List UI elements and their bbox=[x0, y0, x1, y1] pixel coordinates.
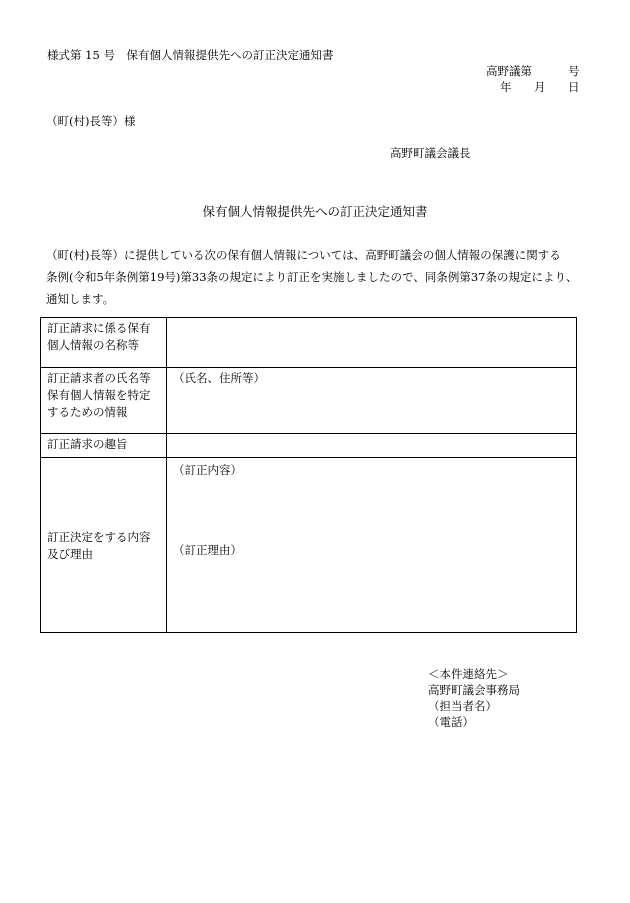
body-line-3: 通知します。 bbox=[46, 292, 115, 306]
contact-heading: ＜本件連絡先＞ bbox=[428, 667, 509, 681]
date-year: 年 bbox=[500, 80, 512, 94]
date-month: 月 bbox=[534, 80, 546, 94]
contact-office: 高野町議会事務局 bbox=[428, 683, 520, 697]
body-line-1: （町(村)長等）に提供している次の保有個人情報については、高野町議会の個人情報の保護に関する bbox=[46, 248, 561, 262]
document-number-prefix: 高野議第 bbox=[486, 64, 532, 78]
table-row bbox=[41, 318, 577, 368]
row-label-request-purpose: 訂正請求の趣旨 bbox=[41, 434, 167, 458]
addressee: （町(村)長等）様 bbox=[46, 114, 136, 128]
correction-content-label: （訂正内容） bbox=[173, 463, 242, 477]
body-line-2: 条例(令和5年条例第19号)第33条の規定により訂正を実施しましたので、同条例第37条の規定により、 bbox=[46, 270, 578, 284]
table-row bbox=[41, 458, 577, 633]
contact-person: （担当者名） bbox=[428, 699, 497, 713]
row-value-requester: （氏名、住所等） bbox=[167, 368, 577, 434]
row-value-request-purpose bbox=[167, 434, 577, 458]
correction-info-table bbox=[40, 317, 577, 633]
document-number bbox=[486, 64, 580, 78]
form-number: 様式第 15 号 保有個人情報提供先への訂正決定通知書 bbox=[47, 48, 334, 62]
body-text bbox=[46, 244, 591, 310]
row-label-decision: 訂正決定をする内容及び理由 bbox=[41, 458, 167, 633]
table-row bbox=[41, 368, 577, 434]
correction-reason-label: （訂正理由） bbox=[173, 543, 242, 557]
row-value-info-name bbox=[167, 318, 577, 368]
row-label-info-name: 訂正請求に係る保有個人情報の名称等 bbox=[41, 318, 167, 368]
table-row bbox=[41, 434, 577, 458]
row-value-decision bbox=[167, 458, 577, 633]
contact-phone: （電話） bbox=[428, 715, 474, 729]
document-number-suffix: 号 bbox=[568, 64, 580, 78]
row-label-requester: 訂正請求者の氏名等保有個人情報を特定するための情報 bbox=[41, 368, 167, 434]
document-title: 保有個人情報提供先への訂正決定通知書 bbox=[202, 204, 428, 219]
contact-block bbox=[428, 666, 520, 730]
sender: 高野町議会議長 bbox=[390, 146, 471, 160]
date-day: 日 bbox=[568, 80, 580, 94]
